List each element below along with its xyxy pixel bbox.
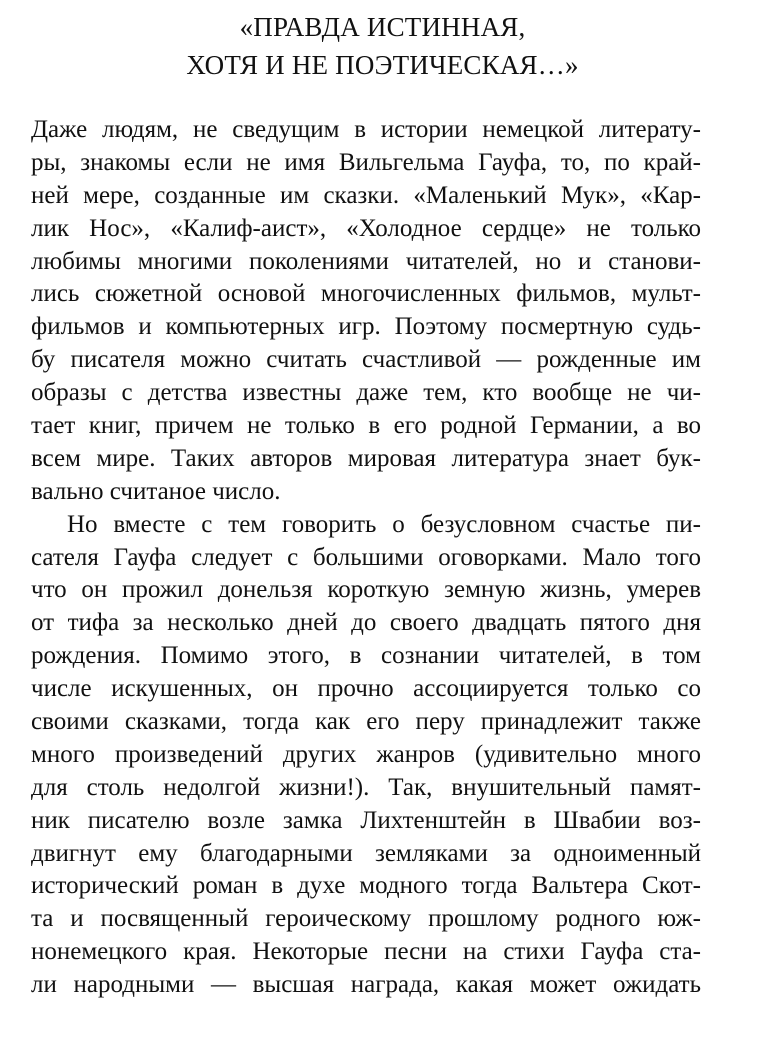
- text-line: ник писателю возле замка Лихтенштейн в Швабии воз-: [31, 806, 701, 834]
- text-line: много произведений других жанров (удивительно много: [31, 740, 701, 768]
- text-line: своими сказками, тогда как его перу принадлежит также: [31, 708, 701, 736]
- body-text: [31, 114, 701, 1002]
- text-line: от тифа за несколько дней до своего двадцать пятого дня: [31, 609, 701, 637]
- text-line: лик Нос», «Калиф-аист», «Холодное сердце» не только: [31, 214, 701, 242]
- text-line: Даже людям, не сведущим в истории немецкой литерату-: [31, 116, 701, 143]
- text-line: ли народными — высшая награда, какая может ожидать: [31, 971, 701, 999]
- text-line: числе искушенных, он прочно ассоциируется только со: [31, 675, 701, 703]
- text-line: для столь недолгой жизни!). Так, внушительный памят-: [31, 773, 701, 801]
- text-line: рождения. Помимо этого, в сознании читателей, в том: [31, 642, 701, 670]
- text-line: бу писателя можно считать счастливой — рожденные им: [31, 346, 701, 374]
- text-line: образы с детства известны даже тем, кто вообще не чи-: [31, 379, 701, 407]
- text-line: любимы многими поколениями читателей, но и станови-: [31, 247, 701, 275]
- text-line: вально считаное число.: [31, 477, 281, 505]
- text-line: ней мере, созданные им сказки. «Маленький Мук», «Кар-: [31, 181, 701, 209]
- text-line: фильмов и компьютерных игр. Поэтому посмертную судь-: [31, 313, 701, 341]
- chapter-title: [0, 8, 765, 84]
- paragraph-1: [31, 114, 701, 509]
- text-line: тает книг, причем не только в его родной Германии, а во: [31, 412, 701, 440]
- text-line: та и посвященный героическому прошлому родного юж-: [31, 905, 701, 933]
- text-line: Но вместе с тем говорить о безусловном счастье пи-: [67, 510, 701, 538]
- text-line: всем мире. Таких авторов мировая литература знает бук-: [31, 444, 701, 472]
- text-line: ры, знакомы если не имя Вильгельма Гауфа, то, по край-: [31, 148, 701, 176]
- paragraph-2: [31, 509, 701, 1002]
- text-line: что он прожил донельзя короткую земную жизнь, умерев: [31, 576, 701, 604]
- text-line: лись сюжетной основой многочисленных фильмов, мульт-: [31, 280, 701, 308]
- chapter-title-line-2: ХОТЯ И НЕ ПОЭТИЧЕСКАЯ…»: [186, 50, 579, 80]
- text-line: исторический роман в духе модного тогда Вальтера Скот-: [31, 872, 701, 900]
- chapter-title-line-1: «ПРАВДА ИСТИННАЯ,: [239, 12, 526, 42]
- text-line: двигнут ему благодарными земляками за одноименный: [31, 839, 701, 867]
- text-line: сателя Гауфа следует с большими оговорками. Мало того: [31, 543, 701, 571]
- text-line: нонемецкого края. Некоторые песни на стихи Гауфа ста-: [31, 938, 701, 966]
